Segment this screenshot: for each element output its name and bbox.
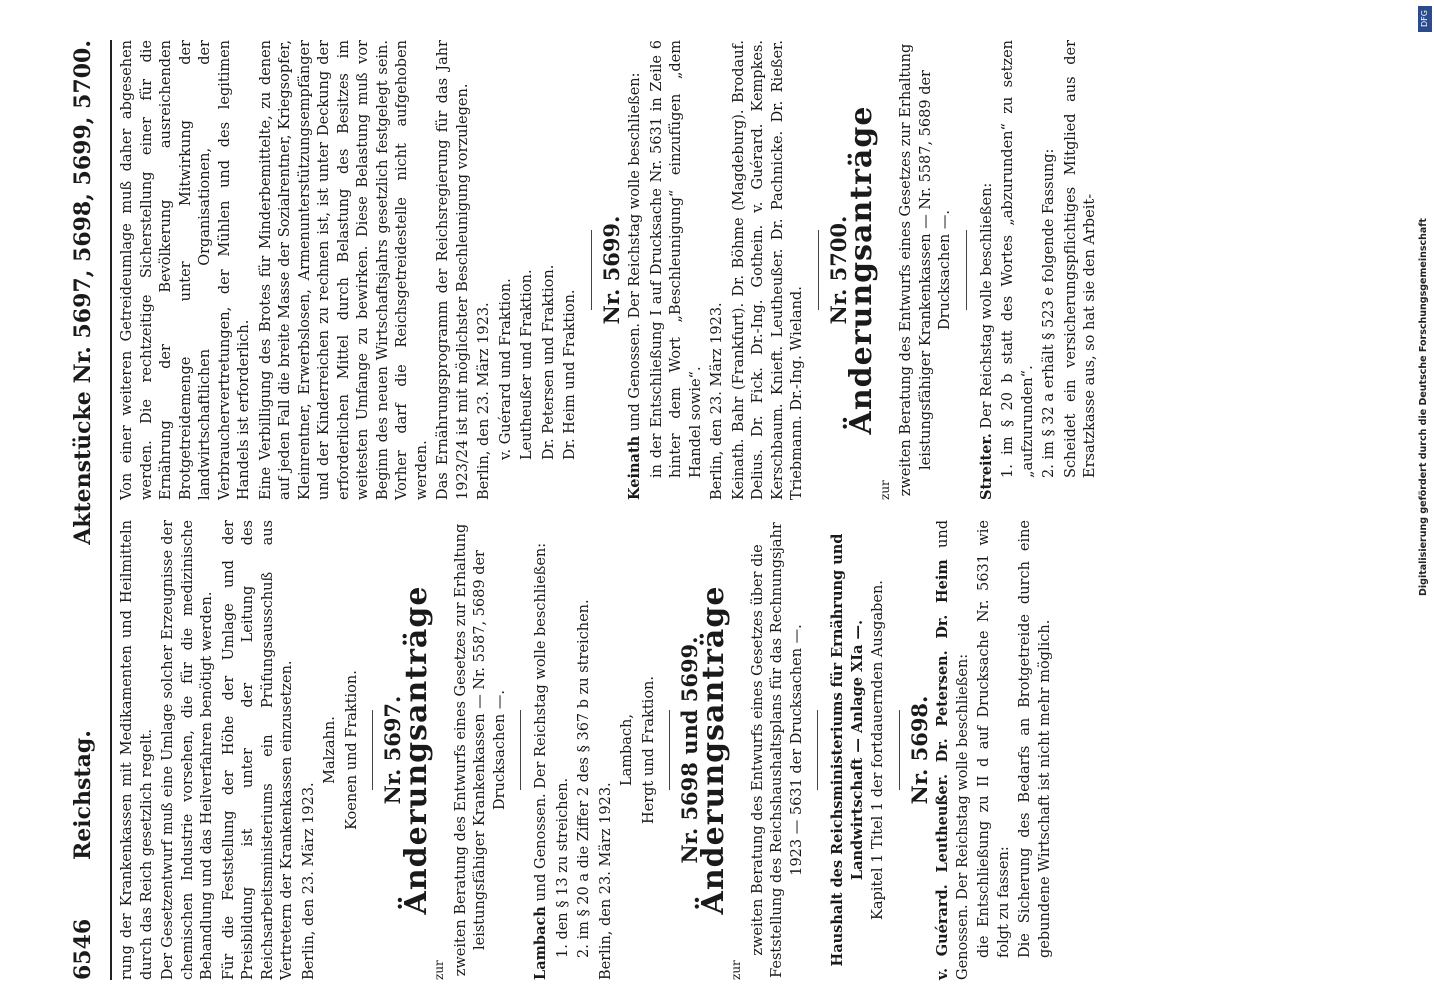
zur-label: zur xyxy=(877,480,892,500)
motion-body: in der Entschließung I auf Drucksache Nr. 5631 in Zeile 6 hinter dem Wort „Beschleunigung“ einzufügen „dem Handel sowie“. xyxy=(648,40,704,478)
attribution-strip xyxy=(1418,6,1432,996)
divider xyxy=(899,710,900,790)
motion-lead: Keinath xyxy=(626,435,643,500)
document-number: Nr. 5698 und 5699. xyxy=(677,636,702,864)
date-line: Berlin, den 23. März 1923. xyxy=(709,302,725,500)
budget-heading: Haushalt des Reichsministeriums für Ernährung und Landwirtschaft — Anlage XIa —. xyxy=(829,533,866,967)
paragraph: Eine Verbilligung des Brotes für Minderbemittelte, zu denen auf jeden Fall die breite Masse der Sozialrentner, Kriegsopfer, Kleinrentner, Erwerbslosen, Armenunterstützungsempfänger und der Kinderreichen zu rechnen ist, ist unter Deckung der erforderlichen Mittel durch Belastung des Besitzes im weitesten Umfange zu bewirken. Diese Belastung muß vor Beginn des neuen Wirtschaftsjahrs gesetzlich festgelegt sein. Vorher darf die Reichsgetreidestelle nicht aufgehoben werden. xyxy=(257,40,430,500)
divider xyxy=(591,230,592,310)
motion-quote: Die Sicherung des Bedarfs an Brotgetreide durch eine gebundene Wirtschaft ist nicht mehr möglich. xyxy=(1017,520,1053,958)
section-heading: Änderungsanträge xyxy=(844,105,879,435)
dfg-logo: DFG xyxy=(1418,6,1432,32)
section-heading: Änderungsanträge xyxy=(398,585,434,915)
divider xyxy=(818,230,819,310)
paragraph: Von einer weiteren Getreideumlage muß daher abgesehen werden. Die rechtzeitige Sicherstellung einer für die Ernährung der Bevölkerung ausreichenden Brotgetreidemenge unter Mitwirkung der landwirtschaftlichen Organisationen, der Verbrauchervertretungen, der Mühlen und des legitimen Handels ist erforderlich. xyxy=(119,40,252,500)
page-subtitle: Aktenstücke Nr. 5697, 5698, 5699, 5700. xyxy=(70,40,96,545)
document-number: Nr. 5699. xyxy=(598,215,624,325)
motion xyxy=(933,520,973,980)
signers-list: Keinath. Bahr (Frankfurt). Dr. Böhme (Magdeburg). Brodauf. Delius. Dr. Fick. Dr.-Ing. Gothein. v. Guérard. Kempkes. Kerschbaum. Knieft. Leutheußer. Dr. Pachnicke. Dr. Rießer. Triebmann. Dr.-Ing. Wieland. xyxy=(730,40,805,500)
date-line: Berlin, den 23. März 1923. xyxy=(300,782,317,980)
signer: Dr. Petersen und Fraktion. xyxy=(540,264,557,460)
right-column xyxy=(118,40,1103,500)
divider xyxy=(372,710,373,790)
motion-lead: v. Guérard. Leutheußer. Dr. Petersen. Dr. Heim xyxy=(934,559,951,980)
motion-text: und Genossen. Der Reichstag wolle beschließen: xyxy=(533,542,549,907)
signer: Dr. Heim und Fraktion. xyxy=(562,289,578,460)
signer: v. Guérard und Fraktion. xyxy=(497,278,514,460)
signer: Hergt und Fraktion. xyxy=(640,676,657,825)
page-number: 6546 xyxy=(70,918,96,980)
motion-body: die Entschließung zu II d auf Drucksache Nr. 5631 wie folgt zu fassen: xyxy=(976,520,1012,958)
divider xyxy=(966,230,967,310)
motion-item: 1. im § 20 b statt des Wortes „abzurunden“ zu setzen „aufzurunden“. xyxy=(1000,40,1036,478)
paragraph: Der Gesetzentwurf muß eine Umlage solcher Erzeugnisse der chemischen Industrie vorsehen, die für die medizinische Behandlung und das Heilverfahren benötigt werden. xyxy=(160,520,215,980)
section-heading: Änderungsanträge xyxy=(695,585,731,915)
zur-label: zur xyxy=(729,960,743,980)
signer: Lambach, xyxy=(619,713,635,787)
date-line: Berlin, den 23. März 1923. xyxy=(597,782,614,980)
motion-lead: Lambach xyxy=(532,906,549,980)
motion xyxy=(531,520,552,980)
motion-quote: Scheidet ein versicherungspflichtiges Mitglied aus der Ersatzkasse aus, so hat sie den Arbeit- xyxy=(1062,40,1098,478)
motion-item: 1. den § 13 zu streichen. xyxy=(554,777,571,958)
motion xyxy=(977,40,998,500)
document-number: Nr. 5698. xyxy=(906,695,932,805)
attribution-text: Digitalisierung gefördert durch die Deutsche Forschungsgemeinschaft xyxy=(1418,218,1429,596)
motion-text: und Genossen. Der Reichstag wolle beschließen: xyxy=(935,520,971,980)
signer: Malzahn. xyxy=(322,716,338,784)
motion-item: 2. im § 32 a erhält § 523 e folgende Fassung: xyxy=(1041,148,1057,478)
left-column xyxy=(118,520,1057,980)
zur-label: zur xyxy=(432,960,446,980)
page-header xyxy=(62,40,112,980)
motion-text: Der Reichstag wolle beschließen: xyxy=(978,182,995,434)
document-number: Nr. 5700. xyxy=(825,215,851,325)
signer: Leutheußer und Fraktion. xyxy=(519,269,535,460)
page-title: Reichstag. xyxy=(70,730,96,860)
signer: Koenen und Fraktion. xyxy=(343,670,360,830)
divider xyxy=(520,710,521,790)
motion-text: und Genossen. Der Reichstag wolle beschließen: xyxy=(627,72,643,436)
divider xyxy=(669,710,670,790)
paragraph: Das Ernährungsprogramm der Reichsregierung für das Jahr 1923/24 ist mit möglichster Beschleunigung vorzulegen. xyxy=(435,40,471,500)
motion xyxy=(625,40,646,500)
paragraph: rung der Krankenkassen mit Medikamenten und Heilmitteln durch das Reich gesetzlich regelt. xyxy=(119,520,155,980)
document-number: Nr. 5697. xyxy=(380,695,405,805)
motion-lead: Streiter. xyxy=(977,433,995,500)
subject: zweiten Beratung des Entwurfs eines Gesetzes zur Erhaltung leistungsfähiger Krankenkassen — Nr. 5587, 5689 der Drucksachen —. xyxy=(898,43,953,497)
divider xyxy=(817,710,818,790)
motion-item: 2. im § 20 a die Ziffer 2 des § 367 b zu streichen. xyxy=(576,599,592,958)
subject: zweiten Beratung des Entwurfs eines Gesetzes zur Erhaltung leistungsfähiger Krankenkassen — Nr. 5587, 5689 der Drucksachen —. xyxy=(452,523,508,977)
budget-chapter: Kapitel 1 Titel 1 der fortdauernden Ausgaben. xyxy=(870,580,886,920)
date-line: Berlin, den 23. März 1923. xyxy=(476,302,492,500)
subject: zweiten Beratung des Entwurfs eines Gesetzes über die Feststellung des Reichshaushaltsplans für das Rechnungsjahr 1923 — 5631 der Drucksachen —. xyxy=(749,522,805,978)
paragraph: Für die Feststellung der Höhe der Umlage und der Preisbildung ist unter der Leitung des Reichsarbeitsministeriums ein Prüfungsausschuß aus Vertretern der Krankenkassen einzusetzen. xyxy=(220,520,295,980)
